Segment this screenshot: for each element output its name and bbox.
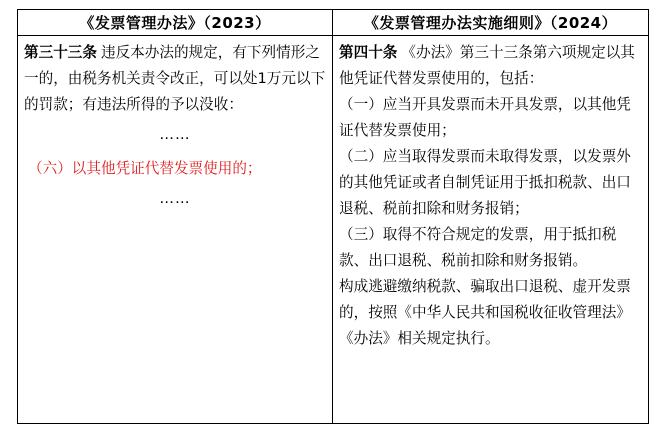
- right-item-3: （三）取得不符合规定的发票，用于抵扣税款、出口退税、税前扣除和财务报销。: [339, 226, 617, 269]
- comparison-table: [17, 9, 649, 424]
- right-column-header: 《发票管理办法实施细则》（2024）: [333, 10, 648, 36]
- left-column-body: [18, 36, 333, 423]
- left-article: [24, 40, 326, 118]
- right-column-body: [333, 36, 648, 423]
- left-ellipsis-top: ……: [159, 126, 191, 143]
- left-article-text: 违反本办法的规定，有下列情形之一的，由税务机关责令改正，可以处1万元以下的罚款；有违法所得的予以没收：: [24, 44, 326, 113]
- right-item-1: （一）应当开具发票而未开具发票，以其他凭证代替发票使用；: [339, 96, 631, 139]
- left-column-header: 《发票管理办法》（2023）: [18, 10, 333, 36]
- right-article-number: 第四十条: [339, 44, 398, 61]
- left-ellipsis-bottom: ……: [159, 190, 191, 207]
- right-article: [339, 40, 642, 92]
- right-item-2: （二）应当取得发票而未取得发票，以发票外的其他凭证或者自制凭证用于抵扣税款、出口退税、税前扣除和财务报销；: [339, 148, 631, 217]
- left-highlighted-clause: （六）以其他凭证代替发票使用的；: [28, 160, 262, 177]
- right-closing-paragraph: 构成逃避缴纳税款、骗取出口退税、虚开发票的，按照《中华人民共和国税收征收管理法》《办法》相关规定执行。: [339, 278, 631, 347]
- right-article-intro: 《办法》第三十三条第六项规定以其他凭证代替发票使用的，包括：: [339, 44, 635, 87]
- left-article-number: 第三十三条: [24, 44, 97, 61]
